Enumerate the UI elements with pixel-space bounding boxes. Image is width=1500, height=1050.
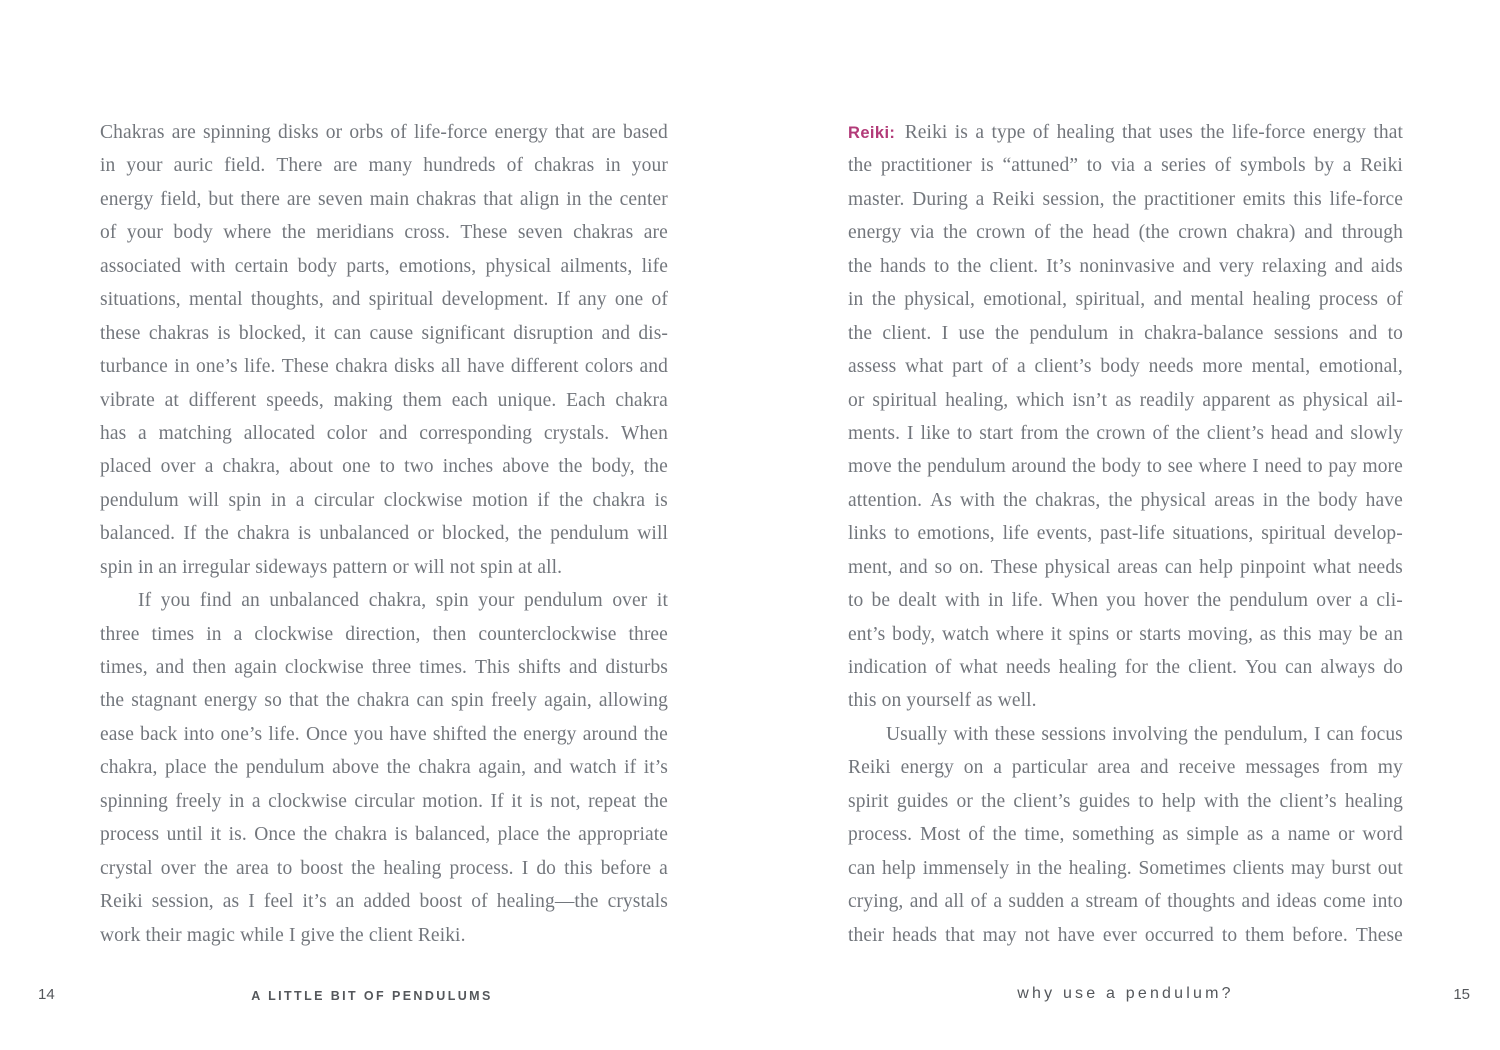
text-line: Usually with these sessions involving the pendulum, I can focus [886, 723, 1403, 745]
text-line: turbance in one’s life. These chakra disks all have different colors and [100, 356, 668, 378]
text-line: ent’s body, watch where it spins or starts moving, as this may be an [848, 623, 1403, 645]
glossary-term-label: Reiki: [848, 124, 896, 142]
text-line: the practitioner is “attuned” to via a series of symbols by a Reiki [848, 155, 1403, 177]
running-head: A LITTLE BIT OF PENDULUMS [251, 989, 493, 1003]
page-text [848, 116, 1403, 952]
text-line: attention. As with the chakras, the physical areas in the body have [848, 489, 1403, 511]
text-line: process until it is. Once the chakra is balanced, place the appropriate [100, 824, 668, 846]
text-line: ment, and so on. These physical areas can help pinpoint what needs [848, 556, 1403, 578]
text-line: to be dealt with in life. When you hover the pendulum over a cli- [848, 590, 1403, 612]
text-line: their heads that may not have ever occurred to them before. These [848, 924, 1403, 946]
text-line: Chakras are spinning disks or orbs of life-force energy that are based [100, 122, 668, 143]
text-line: energy field, but there are seven main chakras that align in the center [100, 188, 668, 210]
text-line: vibrate at different speeds, making them each unique. Each chakra [100, 389, 668, 411]
text-line: Reiki session, as I feel it’s an added boost of healing—the crystals [100, 891, 668, 913]
text-line: the hands to the client. It’s noninvasive and very relaxing and aids [848, 255, 1403, 277]
text-line: spin in an irregular sideways pattern or will not spin at all. [100, 556, 563, 578]
text-line: If you find an unbalanced chakra, spin your pendulum over it [138, 590, 668, 612]
page-text [100, 116, 668, 952]
text-line: crying, and all of a sudden a stream of thoughts and ideas come into [848, 891, 1403, 913]
text-line: energy via the crown of the head (the crown chakra) and through [848, 222, 1403, 244]
text-line: chakra, place the pendulum above the chakra again, and watch if it’s [100, 757, 668, 779]
right-page [750, 0, 1500, 1050]
text-line: spinning freely in a clockwise circular motion. If it is not, repeat the [100, 790, 668, 812]
text-line: in the physical, emotional, spiritual, and mental healing process of [848, 289, 1403, 311]
text-line: spirit guides or the client’s guides to help with the client’s healing [848, 790, 1403, 812]
text-line: times, and then again clockwise three times. This shifts and disturbs [100, 657, 668, 678]
text-line: crystal over the area to boost the healing process. I do this before a [100, 857, 668, 879]
text-line: the stagnant energy so that the chakra can spin freely again, allowing [100, 690, 668, 712]
text-line: placed over a chakra, about one to two inches above the body, the [100, 456, 668, 478]
text-line: has a matching allocated color and corresponding crystals. When [100, 422, 668, 444]
text-line: this on yourself as well. [848, 690, 1037, 712]
text-line: pendulum will spin in a circular clockwise motion if the chakra is [100, 489, 668, 511]
text-line: Reiki energy on a particular area and receive messages from my [848, 757, 1403, 779]
text-line: associated with certain body parts, emotions, physical ailments, life [100, 255, 668, 277]
text-line: indication of what needs healing for the client. You can always do [848, 657, 1403, 678]
text-line: Reiki: Reiki is a type of healing that uses the life-force energy that [848, 116, 1403, 149]
text-line: or spiritual healing, which isn’t as readily apparent as physical ail- [848, 389, 1403, 411]
text-line: three times in a clockwise direction, then counterclockwise three [100, 623, 668, 645]
text-line: assess what part of a client’s body needs more mental, emotional, [848, 356, 1403, 378]
text-line: links to emotions, life events, past-life situations, spiritual develop- [848, 523, 1403, 545]
text-line: process. Most of the time, something as simple as a name or word [848, 824, 1403, 846]
text-line: ease back into one’s life. Once you have shifted the energy around the [100, 723, 668, 745]
text-line: move the pendulum around the body to see where I need to pay more [848, 456, 1403, 478]
text-line: ments. I like to start from the crown of the client’s head and slowly [848, 422, 1403, 444]
text-line: the client. I use the pendulum in chakra-balance sessions and to [848, 322, 1403, 344]
text-line: of your body where the meridians cross. These seven chakras are [100, 222, 668, 244]
text-line: master. During a Reiki session, the practitioner emits this life-force [848, 188, 1403, 210]
text-line: balanced. If the chakra is unbalanced or blocked, the pendulum will [100, 523, 668, 545]
running-head: why use a pendulum? [1017, 985, 1234, 1002]
text-line: in your auric field. There are many hundreds of chakras in your [100, 155, 668, 177]
page-number: 15 [1453, 986, 1470, 1003]
text-line: work their magic while I give the client Reiki. [100, 924, 466, 946]
text-line: these chakras is blocked, it can cause significant disruption and dis- [100, 322, 668, 344]
text-line: can help immensely in the healing. Sometimes clients may burst out [848, 857, 1403, 879]
page-number: 14 [38, 986, 55, 1003]
text-line: situations, mental thoughts, and spiritual development. If any one of [100, 289, 668, 311]
